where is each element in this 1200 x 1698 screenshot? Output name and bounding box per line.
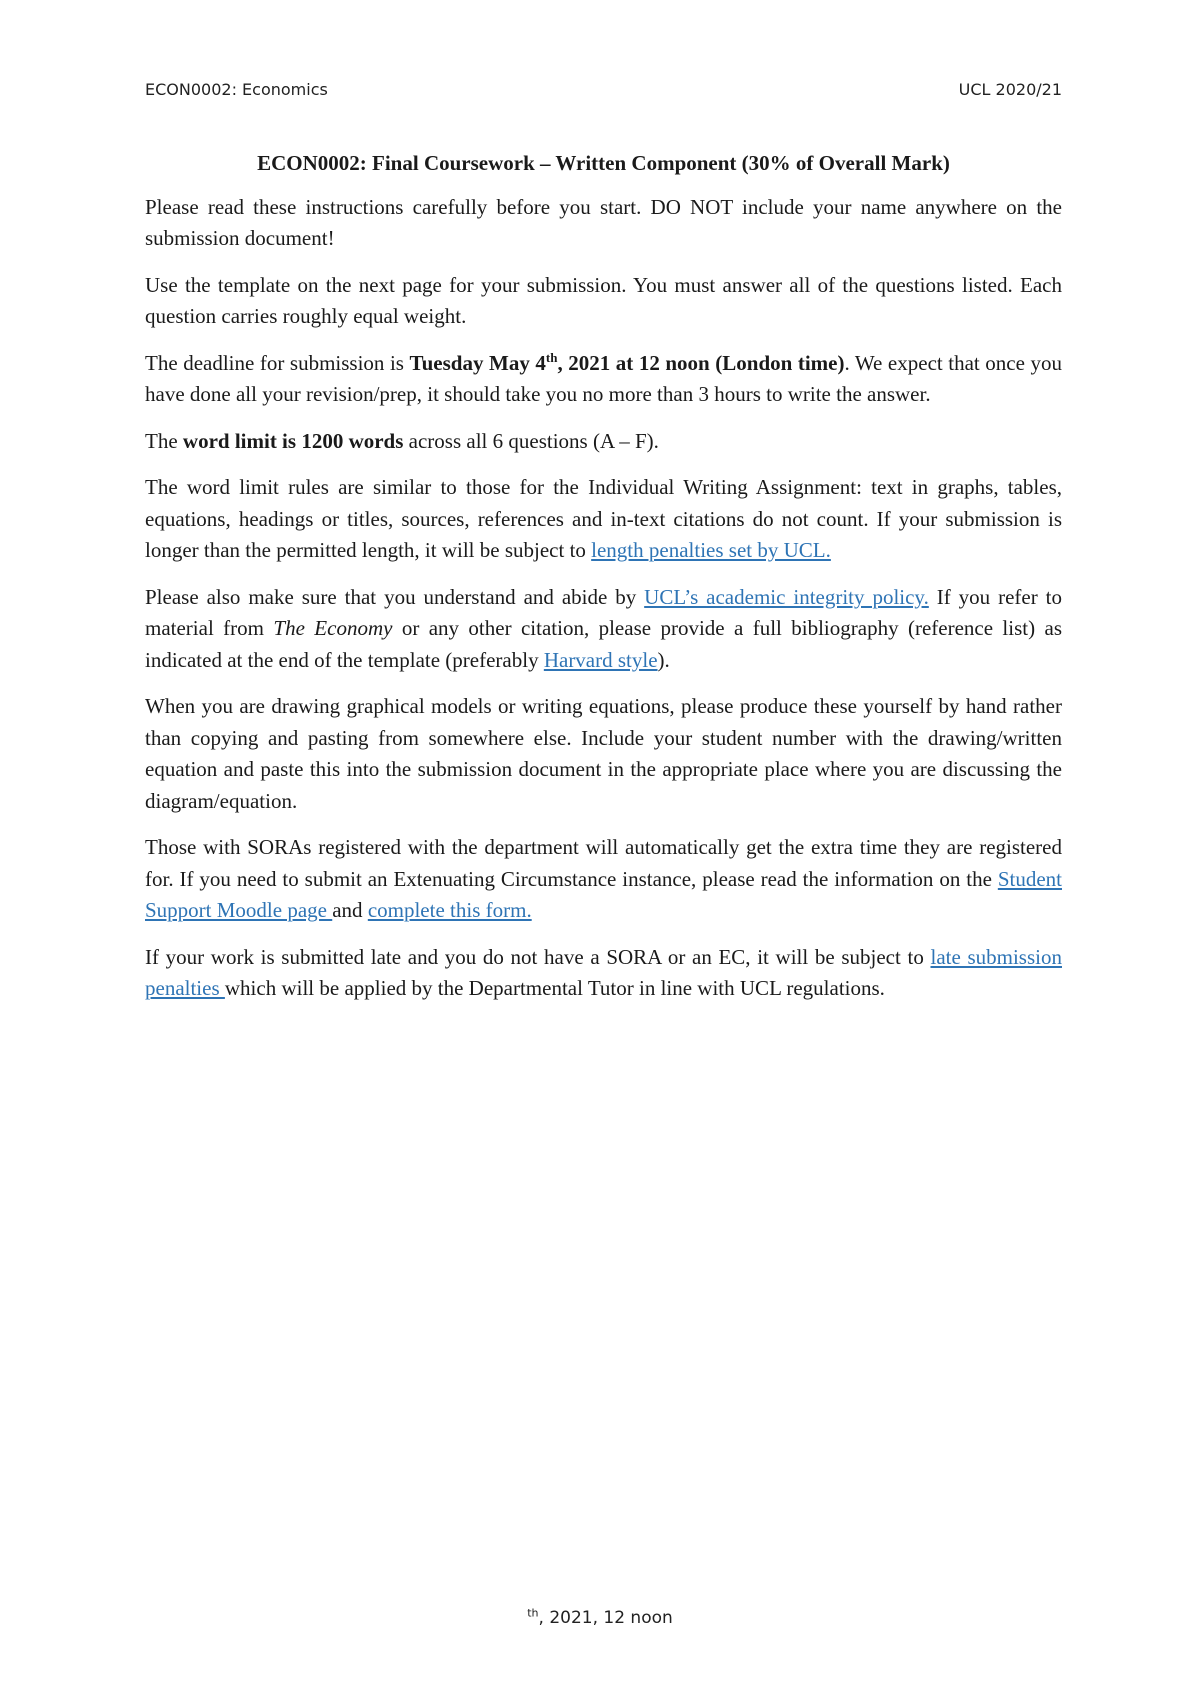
student-support-moodle-link[interactable]: Student Support Moodle page — [145, 866, 1062, 922]
instructions-paragraph: Please read these instructions carefully before you start. DO NOT include your name anywhere on the submission document! — [145, 194, 1062, 250]
harvard-style-link[interactable]: Harvard style — [543, 647, 658, 672]
complete-form-link[interactable]: complete this form. — [367, 898, 532, 922]
deadline-date: Tuesday May 4th, 2021 at 12 noon (London time) — [409, 349, 845, 375]
running-footer: $^{th}$, 2021, 12 noon — [527, 1606, 673, 1628]
running-header — [145, 80, 1062, 99]
drawing-paragraph: When you are drawing graphical models or writing equations, please produce these yourself by hand rather than copying and pasting from somewhere else. Include your student number with the drawing/written equation and paste this into the submission document in the appropriate place where you are discussing the diagram/equation. — [145, 694, 1062, 813]
word-limit-rules-paragraph: The word limit rules are similar to those for the Individual Writing Assignment: text in graphs, tables, equations, headings or titles, sources, references and in-text citations do not count. If your submission is longer than the permitted length, it will be subject to length penalties set by UCL. — [145, 475, 1062, 562]
header-year: UCL 2020/21 — [958, 80, 1062, 99]
late-submission-penalties-link[interactable]: late submission penalties — [145, 944, 1062, 1000]
document-body — [145, 148, 1062, 1020]
deadline-paragraph: The deadline for submission is Tuesday May 4th, 2021 at 12 noon (London time). We expect that once you have done all your revision/prep, it should take you no more than 3 hours to write the answer. — [145, 349, 1062, 406]
header-course: ECON0002: Economics — [145, 80, 328, 99]
sora-paragraph: Those with SORAs registered with the department will automatically get the extra time they are registered for. If you need to submit an Extenuating Circumstance instance, please read the information on the Student Support Moodle page and complete this form. — [145, 835, 1062, 922]
word-limit: word limit is 1200 words — [182, 428, 404, 453]
template-paragraph: Use the template on the next page for your submission. You must answer all of the questions listed. Each question carries roughly equal weight. — [145, 272, 1062, 328]
integrity-paragraph: Please also make sure that you understand and abide by UCL’s academic integrity policy. If you refer to material from The Economy or any other citation, please provide a full bibliography (reference list) as indicated at the end of the template (preferably Harvard style). — [145, 584, 1062, 672]
late-submission-paragraph: If your work is submitted late and you do not have a SORA or an EC, it will be subject to late submission penalties which will be applied by the Departmental Tutor in line with UCL regulations. — [145, 944, 1062, 1000]
academic-integrity-link[interactable]: UCL’s academic integrity policy. — [644, 584, 929, 609]
length-penalties-link[interactable]: length penalties set by UCL. — [591, 538, 831, 562]
document-title: ECON0002: Final Coursework – Written Component (30% of Overall Mark) — [257, 151, 950, 175]
word-limit-paragraph: The word limit is 1200 words across all 6 questions (A – F). — [145, 428, 659, 453]
